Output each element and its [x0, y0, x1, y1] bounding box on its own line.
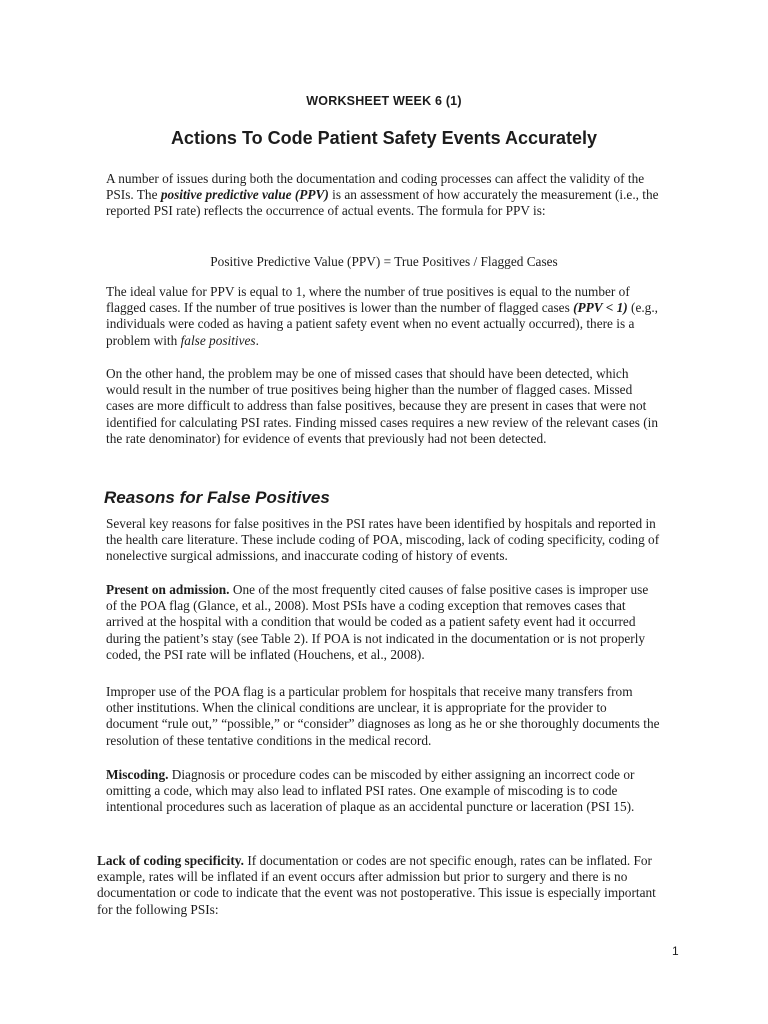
lack-specificity-label: Lack of coding specificity.	[97, 853, 244, 868]
poa-label: Present on admission.	[106, 582, 230, 597]
miscoding-text: Diagnosis or procedure codes can be miscoded by either assigning an incorrect code or omitting a code, which may also lead to inflated PSI rates. One example of miscoding is to code intentional procedures such as laceration of plaque as an accidental puncture or laceration (PSI 15).	[106, 767, 635, 815]
ppv-formula: Positive Predictive Value (PPV) = True Positives / Flagged Cases	[210, 254, 558, 269]
miscoding-paragraph	[106, 767, 661, 816]
ideal-value-paragraph	[106, 284, 661, 349]
improper-use-paragraph: Improper use of the POA flag is a particular problem for hospitals that receive many transfers from other institutions. When the clinical conditions are unclear, it is appropriate for the provider to document “rule out,” “possible,” or “consider” diagnoses as long as he or she thoroughly documents the resolution of these tentative conditions in the medical record.	[106, 684, 660, 748]
ppv-less-than-one-term: (PPV < 1)	[573, 300, 628, 316]
poa-paragraph	[106, 582, 661, 663]
false-positives-term: false positives	[180, 332, 256, 348]
ppv-term: positive predictive value (PPV)	[160, 187, 329, 203]
ideal-text-b: (e.g., individuals were coded as having a patient safety event when no event actually occurred), there is a problem with	[106, 300, 658, 348]
reasons-intro-paragraph: Several key reasons for false positives in the PSI rates have been identified by hospitals and reported in the health care literature. These include coding of POA, miscoding, lack of coding specificity, coding of nonelective surgical admissions, and inaccurate coding of history of events.	[106, 516, 660, 564]
intro-text-a: A number of issues during both the documentation and coding processes can affect the validity of the PSIs. The	[106, 171, 645, 203]
page-number: 1	[672, 944, 679, 958]
page-title: Actions To Code Patient Safety Events Accurately	[170, 128, 598, 148]
ideal-text-a: The ideal value for PPV is equal to 1, where the number of true positives is equal to the number of flagged cases. If the number of true positives is lower than the number of flagged cases	[106, 284, 630, 316]
section-heading-reasons: Reasons for False Positives	[104, 488, 330, 507]
missed-cases-paragraph: On the other hand, the problem may be one of missed cases that should have been detected, which would result in the number of true positives being higher than the number of flagged cases. Missed cases are more difficult to address than false positives, because they are present in cases that were not identified for calculating PSI rates. Finding missed cases requires a new review of the relevant cases (in the rate denominator) for evidence of events that previously had not been detected.	[106, 366, 659, 446]
lack-specificity-text: If documentation or codes are not specific enough, rates can be inflated. For example, rates will be inflated if an event occurs after admission but prior to surgery and there is no documentation or code to indicate that the event was not postoperative. This issue is especially important for the following PSIs:	[97, 853, 656, 917]
intro-paragraph	[106, 171, 661, 220]
intro-text-b: is an assessment of how accurately the measurement (i.e., the reported PSI rate) reflects the occurrence of actual events. The formula for PPV is:	[106, 187, 659, 219]
ideal-text-c: .	[255, 332, 259, 348]
poa-text: One of the most frequently cited causes of false positive cases is improper use of the POA flag (Glance, et al., 2008). Most PSIs have a coding exception that removes cases that arrived at the hospital with a condition that would be coded as a patient safety event had it occurred during the patient’s stay (see Table 2). If POA is not indicated in the documentation or is not properly coded, the PSI rate will be inflated (Houchens, et al., 2008).	[106, 582, 649, 662]
worksheet-header: WORKSHEET WEEK 6 (1)	[306, 94, 462, 108]
lack-specificity-paragraph	[97, 853, 661, 918]
miscoding-label: Miscoding.	[106, 767, 169, 782]
